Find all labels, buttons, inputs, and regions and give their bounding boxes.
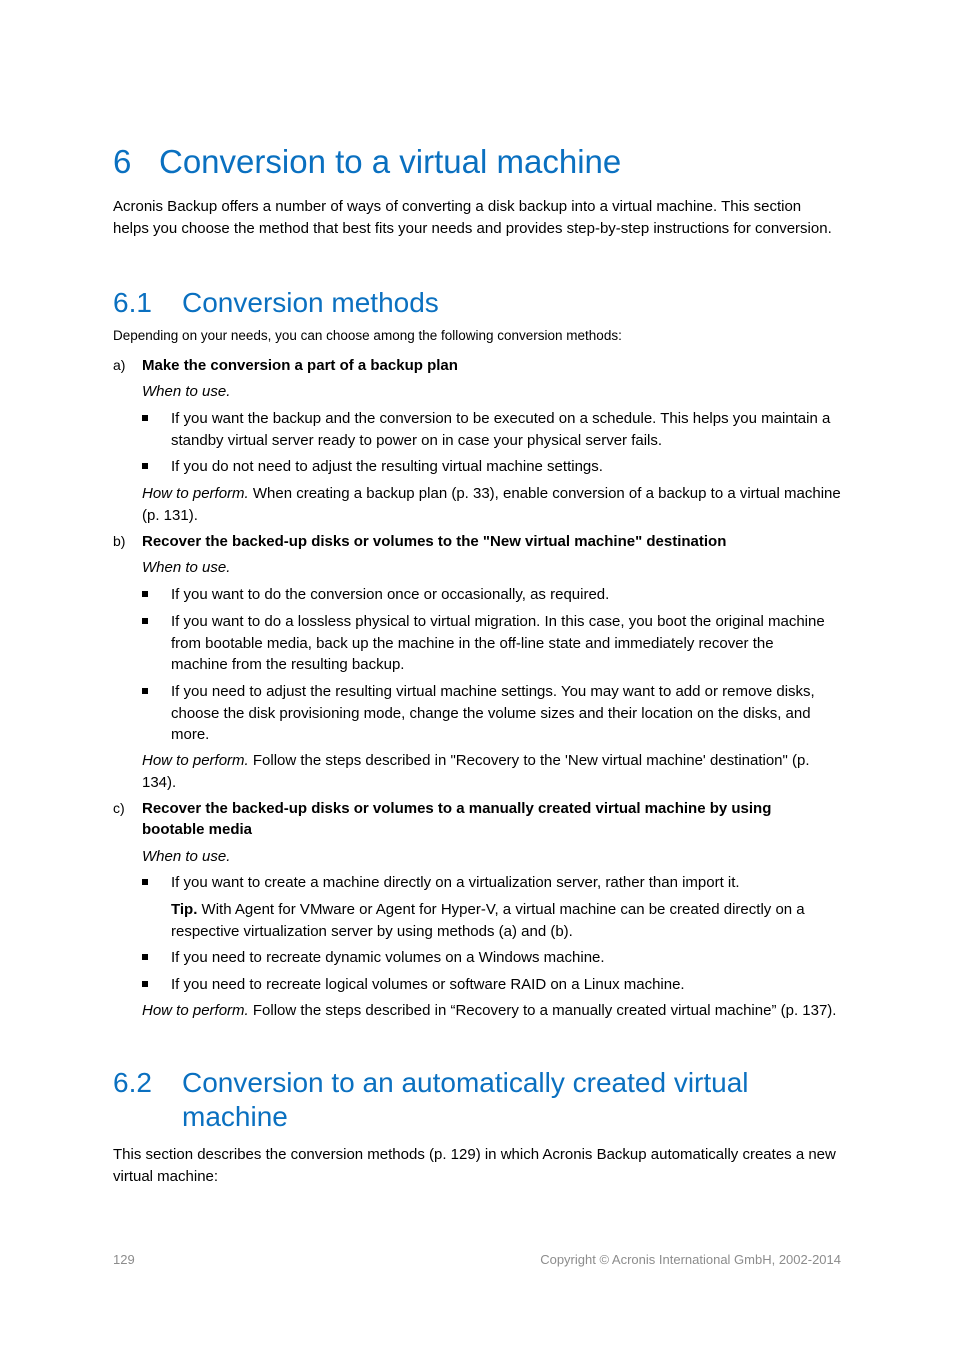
bullet-icon xyxy=(142,415,148,421)
bullet-icon xyxy=(142,954,148,960)
how-label: How to perform. xyxy=(142,752,249,769)
how-label: How to perform. xyxy=(142,1002,249,1019)
tip-note: Tip. With Agent for VMware or Agent for Hyper-V, a virtual machine can be created directly on a respective virtualization server by using methods (a) and (b). xyxy=(171,901,805,940)
method-title: Recover the backed-up disks or volumes to the "New virtual machine" destination xyxy=(142,533,727,550)
list-letter: a) xyxy=(113,357,126,373)
how-to-perform: How to perform. Follow the steps described in "Recovery to the 'New virtual machine' destination" (p. 134). xyxy=(142,752,810,791)
list-letter: b) xyxy=(113,533,126,549)
copyright-notice: Copyright © Acronis International GmbH, 2002-2014 xyxy=(540,1252,841,1267)
method-title: Make the conversion a part of a backup plan xyxy=(142,357,458,374)
section-title: Conversion methods xyxy=(182,287,439,318)
section-title: Conversion to an automatically created virtual machine xyxy=(182,1067,749,1132)
bullet-icon xyxy=(142,879,148,885)
bullet-icon xyxy=(142,463,148,469)
bullet-icon xyxy=(142,618,148,624)
method-title: Recover the backed-up disks or volumes to a manually created virtual machine by using bootable media xyxy=(142,800,772,838)
how-to-perform: How to perform. When creating a backup plan (p. 33), enable conversion of a backup to a virtual machine (p. 131). xyxy=(142,485,841,524)
chapter-title: Conversion to a virtual machine xyxy=(159,143,622,180)
when-to-use-label: When to use. xyxy=(142,383,231,400)
page-number: 129 xyxy=(113,1252,135,1267)
bullet-icon xyxy=(142,688,148,694)
chapter-heading xyxy=(113,143,621,181)
bullet-icon xyxy=(142,981,148,987)
section-number: 6.1 xyxy=(113,287,152,318)
list-letter: c) xyxy=(113,800,125,816)
section-lead: Depending on your needs, you can choose among the following conversion methods: xyxy=(113,328,622,343)
document-page: 6 Conversion to a virtual machine Acronis Backup offers a number of ways of converting a disk backup into a virtual machine. This section helps you choose the method that best fits your needs and provides step-by-step instructions for conversion. 6.1 Conversion methods Depending on your needs, you can choose among the following conversion methods: a) Make the conversion a part of a backup plan When to use. If you want the backup and the conversion to be executed on a schedule. This helps you maintain a standby virtual server ready to power on in case your physical server fails. If you do not need to adjust the resulting virtual machine settings. How to perform. When creating a backup plan (p. 33), enable conversion of a backup to a virtual machine (p. 131). b) Recover the backed-up disks or volumes to the "New virtual machine" destination When to use. If you want to do the conversion once or occasionally, as required. If you want to do a lossless physical to virtual migration. In this case, you boot the original machine from bootable media, back up the machine in the off-line state and immediately recover the machine from the resulting backup. If you need to adjust the resulting virtual machine settings. You may want to add or remove disks, choose the disk provisioning mode, change the volume sizes and their location on the disks, and more. How to perform. Follow the steps described in "Recovery to the 'New virtual machine' destination" (p. 134). c) Recover the backed-up disks or volumes to a manually created virtual machine by using bootable media When to use. If you want to create a machine directly on a virtualization server, rather than import it. Tip. With Agent for VMware or Agent for Hyper-V, a virtual machine can be created directly on a respective virtualization server by using methods (a) and (b). If you need to recreate dynamic volumes on a Windows machine. If you need to recreate logical volumes or software RAID on a Linux machine. How to perform. Follow the steps described in “Recovery to a manually created virtual machine” (p. 137). 6.2 Conversion to an automatically created virtual machine This section describes the conversion methods (p. 129) in which Acronis Backup automatically creates a new virtual machine: 129 Copyright © Acronis International GmbH, 2002-2014 xyxy=(113,143,841,1267)
tip-label: Tip. xyxy=(171,901,198,918)
how-to-perform: How to perform. Follow the steps described in “Recovery to a manually created virtual machine” (p. 137). xyxy=(142,1002,837,1019)
when-to-use-label: When to use. xyxy=(142,848,231,865)
bullet-icon xyxy=(142,591,148,597)
intro-paragraph: Acronis Backup offers a number of ways of converting a disk backup into a virtual machine. This section helps you choose the method that best fits your needs and provides step-by-step instructions for conversion. xyxy=(113,198,832,237)
how-label: How to perform. xyxy=(142,485,249,502)
chapter-number: 6 xyxy=(113,143,132,180)
section2-paragraph: This section describes the conversion methods (p. 129) in which Acronis Backup automatically creates a new virtual machine: xyxy=(113,1146,836,1185)
section-number: 6.2 xyxy=(113,1067,152,1098)
when-to-use-label: When to use. xyxy=(142,559,231,576)
